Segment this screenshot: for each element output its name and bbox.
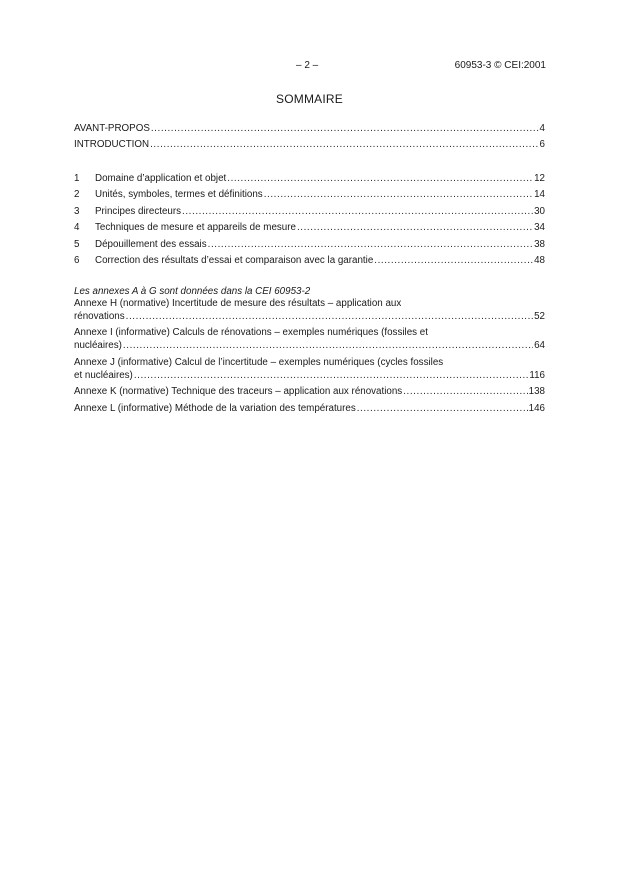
toc-label: Annexe H (normative) Incertitude de mesure des résultats – application aux bbox=[74, 297, 402, 309]
page-number: – 2 – bbox=[296, 60, 319, 71]
toc-entry-section-1[interactable] bbox=[74, 168, 545, 185]
toc-label-continued: nucléaires) bbox=[74, 340, 122, 351]
toc-page: 14 bbox=[534, 189, 545, 200]
dot-leader bbox=[374, 255, 533, 267]
annex-note: Les annexes A à G sont données dans la CEI 60953-2 bbox=[74, 285, 311, 297]
toc-entry-annex-j[interactable] bbox=[74, 356, 545, 382]
toc-page: 138 bbox=[528, 386, 545, 397]
toc-page: 30 bbox=[534, 205, 545, 217]
toc-label: Dépouillement des essais bbox=[95, 238, 207, 250]
dot-leader bbox=[297, 222, 533, 234]
toc-page: 146 bbox=[528, 402, 545, 414]
toc-label: Annexe K (normative) Technique des traceurs – application aux rénovations bbox=[74, 386, 403, 397]
toc-page: 64 bbox=[534, 340, 545, 351]
toc-label: Techniques de mesure et appareils de mesure bbox=[95, 222, 296, 233]
toc-entry-annex-k[interactable] bbox=[74, 382, 545, 399]
dot-leader bbox=[264, 189, 533, 201]
toc-page: 6 bbox=[539, 139, 545, 150]
dot-leader bbox=[151, 123, 539, 135]
toc-page: 52 bbox=[534, 310, 545, 322]
toc-entry-section-2[interactable] bbox=[74, 185, 545, 202]
toc-page: 116 bbox=[529, 369, 545, 381]
toc-entry-introduction[interactable] bbox=[74, 135, 545, 152]
dot-leader bbox=[182, 206, 533, 218]
dot-leader bbox=[357, 403, 528, 415]
toc-label: INTRODUCTION bbox=[74, 139, 150, 150]
dot-leader bbox=[150, 139, 538, 151]
toc-label: AVANT-PROPOS bbox=[74, 122, 150, 134]
toc-entry-section-5[interactable] bbox=[74, 234, 545, 251]
toc-entry-section-4[interactable] bbox=[74, 218, 545, 235]
page-title: SOMMAIRE bbox=[276, 92, 343, 106]
dot-leader bbox=[403, 386, 527, 398]
toc-page: 4 bbox=[539, 122, 545, 134]
toc-page: 34 bbox=[534, 222, 545, 233]
toc-entry-annex-h[interactable] bbox=[74, 297, 545, 323]
toc-entry-foreword[interactable] bbox=[74, 118, 545, 135]
toc-label: Unités, symboles, termes et définitions bbox=[95, 189, 263, 200]
document-reference: 60953-3 © CEI:2001 bbox=[454, 60, 546, 71]
section-number: 4 bbox=[74, 222, 80, 233]
page-header bbox=[0, 60, 619, 74]
section-number: 2 bbox=[74, 189, 80, 200]
toc-label-continued: rénovations bbox=[74, 310, 125, 322]
section-number: 5 bbox=[74, 238, 80, 250]
toc-page: 12 bbox=[534, 172, 545, 184]
toc-entry-annex-i[interactable] bbox=[74, 326, 545, 352]
toc-entry-section-3[interactable] bbox=[74, 201, 545, 218]
section-number: 3 bbox=[74, 205, 80, 217]
toc-label: Annexe L (informative) Méthode de la variation des températures bbox=[74, 402, 356, 414]
dot-leader bbox=[134, 370, 529, 382]
toc-label: Domaine d’application et objet bbox=[95, 172, 227, 184]
dot-leader bbox=[227, 173, 533, 185]
toc-entry-annex-l[interactable] bbox=[74, 398, 545, 415]
table-of-contents bbox=[74, 118, 545, 415]
toc-label-continued: et nucléaires) bbox=[74, 369, 133, 381]
dot-leader bbox=[208, 239, 533, 251]
dot-leader bbox=[126, 311, 533, 323]
dot-leader bbox=[123, 340, 533, 352]
toc-page: 48 bbox=[534, 255, 545, 266]
toc-label: Correction des résultats d’essai et comparaison avec la garantie bbox=[95, 255, 374, 266]
toc-label: Annexe J (informative) Calcul de l’incertitude – exemples numériques (cycles fossiles bbox=[74, 356, 444, 368]
toc-page: 38 bbox=[534, 238, 545, 250]
toc-entry-section-6[interactable] bbox=[74, 251, 545, 268]
toc-label: Annexe I (informative) Calculs de rénovations – exemples numériques (fossiles et bbox=[74, 327, 428, 338]
section-number: 6 bbox=[74, 255, 80, 266]
toc-label: Principes directeurs bbox=[95, 205, 182, 217]
section-number: 1 bbox=[74, 172, 80, 184]
